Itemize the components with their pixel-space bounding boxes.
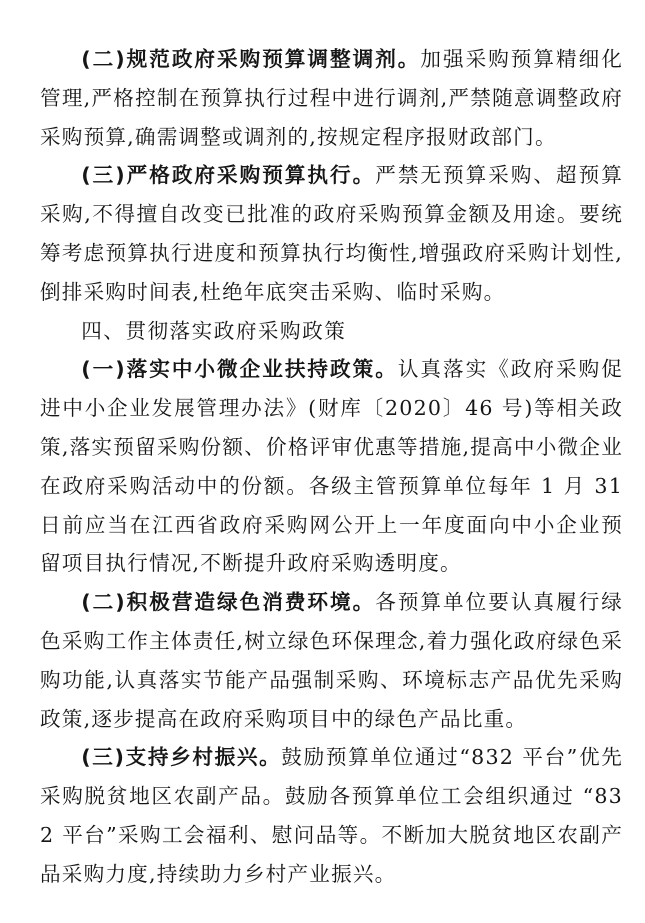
paragraph-lead: (二)积极营造绿色消费环境。 (81, 590, 376, 615)
paragraph-budget-adjustment (40, 40, 623, 156)
paragraph-lead: (三)严格政府采购预算执行。 (81, 163, 376, 188)
paragraph-body: 严禁无预算采购、超预算采购,不得擅自改变已批准的政府采购预算金额及用途。要统筹考虑预算执行进度和预算执行均衡性,增强政府采购计划性,倒排采购时间表,杜绝年底突击采购、临时采购。 (40, 163, 624, 304)
paragraph-lead: (一)落实中小微企业扶持政策。 (81, 357, 398, 382)
paragraph-sme-support (40, 350, 623, 583)
paragraph-green-consumption (40, 583, 623, 738)
section-heading: 四、贯彻落实政府采购政策 (81, 318, 347, 343)
paragraph-body: 认真落实《政府采购促进中小企业发展管理办法》(财库〔2020〕46 号)等相关政策,落实预留采购份额、价格评审优惠等措施,提高中小微企业在政府采购活动中的份额。各级主管预算单位每年 1 月 31 日前应当在江西省政府采购网公开上一年度面向中小企业预留项目执行情况,不断提升政府采购透明度。 (40, 357, 623, 576)
paragraph-body: 各预算单位要认真履行绿色采购工作主体责任,树立绿色环保理念,着力强化政府绿色采购功能,认真落实节能产品强制采购、环境标志产品优先采购政策,逐步提高在政府采购项目中的绿色产品比重。 (40, 590, 624, 731)
paragraph-body: 加强采购预算精细化管理,严格控制在预算执行过程中进行调剂,严禁随意调整政府采购预算,确需调整或调剂的,按规定程序报财政部门。 (40, 47, 623, 149)
paragraph-lead: (二)规范政府采购预算调整调剂。 (81, 47, 421, 71)
paragraph-budget-execution (40, 156, 623, 311)
paragraph-rural-revitalization (40, 738, 623, 893)
paragraph-lead: (三)支持乡村振兴。 (81, 745, 282, 770)
paragraph-body: 鼓励预算单位通过“832 平台”优先采购脱贫地区农副产品。鼓励各预算单位工会组织通过 “832 平台”采购工会福利、慰问品等。不断加大脱贫地区农副产品采购力度,持续助力乡村产业振兴。 (40, 745, 623, 886)
